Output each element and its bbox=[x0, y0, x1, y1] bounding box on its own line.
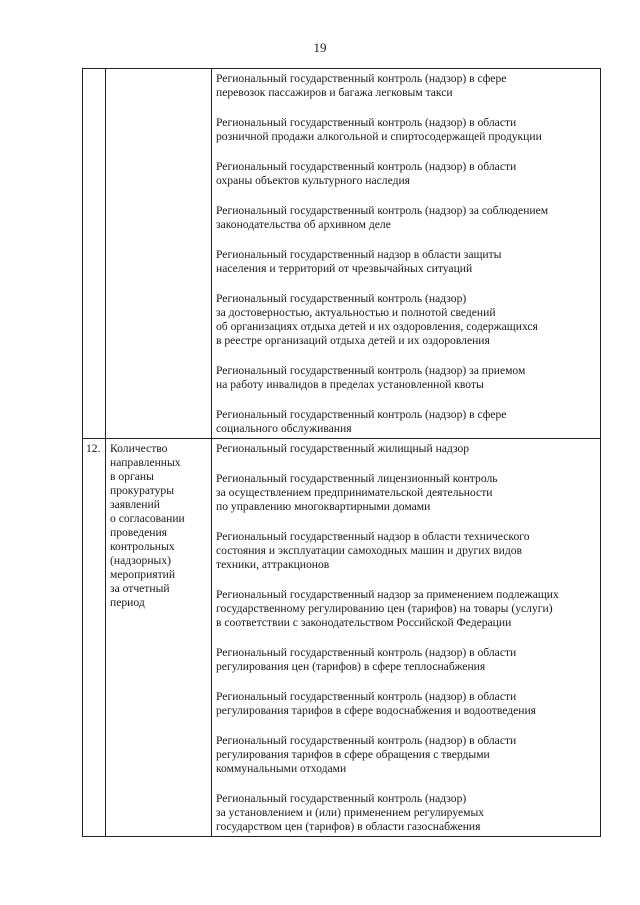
control-type-text-line: Региональный государственный контроль (надзор) bbox=[216, 792, 467, 805]
control-list-cell bbox=[212, 69, 601, 439]
table-row bbox=[83, 69, 601, 439]
control-type-text-line: Региональный государственный контроль (надзор) в области bbox=[216, 646, 517, 659]
control-list-cell bbox=[212, 439, 601, 837]
control-type-item bbox=[216, 248, 598, 276]
control-type-text-line: об организациях отдыха детей и их оздоровления, содержащихся bbox=[216, 320, 538, 333]
control-type-text-line: охраны объектов культурного наследия bbox=[216, 174, 411, 187]
control-type-text-line: в реестре организаций отдыха детей и их оздоровления bbox=[216, 334, 490, 347]
row-number-cell bbox=[83, 439, 106, 837]
control-type-item bbox=[216, 588, 598, 630]
control-type-text-line: техники, аттракционов bbox=[216, 558, 330, 571]
control-type-text-line: Региональный государственный контроль (надзор) в сфере bbox=[216, 408, 507, 421]
indicator-text-line: мероприятий bbox=[110, 568, 176, 581]
indicator-text-line: период bbox=[110, 596, 145, 609]
control-type-item bbox=[216, 472, 598, 514]
indicator-text-line: Количество bbox=[110, 442, 168, 455]
indicator-text-line: о согласовании bbox=[110, 512, 185, 525]
control-type-text-line: законодательства об архивном деле bbox=[216, 218, 391, 231]
table-body bbox=[83, 69, 601, 837]
control-type-item bbox=[216, 72, 598, 100]
indicator-cell bbox=[106, 439, 212, 837]
row-number: 12. bbox=[86, 442, 101, 455]
control-type-text-line: на работу инвалидов в пределах установленной квоты bbox=[216, 378, 484, 391]
control-type-text-line: Региональный государственный контроль (надзор) в области bbox=[216, 690, 517, 703]
control-type-text-line: государственному регулированию цен (тарифов) на товары (услуги) bbox=[216, 602, 553, 615]
control-type-text-line: государством цен (тарифов) в области газоснабжения bbox=[216, 820, 481, 833]
control-type-item bbox=[216, 646, 598, 674]
control-type-text-line: в соответствии с законодательством Российской Федерации bbox=[216, 616, 512, 629]
control-type-item bbox=[216, 160, 598, 188]
indicator-cell bbox=[106, 69, 212, 439]
control-type-text-line: регулирования тарифов в сфере водоснабжения и водоотведения bbox=[216, 704, 537, 717]
indicator-text-line: прокуратуры bbox=[110, 484, 175, 497]
control-type-item bbox=[216, 442, 598, 456]
control-type-text-line: регулирования тарифов в сфере обращения с твердыми bbox=[216, 748, 490, 761]
control-type-text-line: населения и территорий от чрезвычайных ситуаций bbox=[216, 262, 473, 275]
control-type-text-line: Региональный государственный контроль (надзор) за соблюдением bbox=[216, 204, 549, 217]
control-type-text-line: состояния и эксплуатации самоходных машин и других видов bbox=[216, 544, 523, 557]
control-type-text-line: Региональный государственный надзор за применением подлежащих bbox=[216, 588, 559, 601]
control-type-item bbox=[216, 204, 598, 232]
indicator-text-line: заявлений bbox=[110, 498, 160, 511]
row-number-cell bbox=[83, 69, 106, 439]
control-type-text-line: Региональный государственный контроль (надзор) в сфере bbox=[216, 72, 507, 85]
indicator-text-line: в органы bbox=[110, 470, 154, 483]
control-type-text-line: социального обслуживания bbox=[216, 422, 352, 435]
control-type-text-line: Региональный государственный лицензионный контроль bbox=[216, 472, 498, 485]
indicator-text-line: направленных bbox=[110, 456, 181, 469]
control-type-text-line: Региональный государственный контроль (надзор) bbox=[216, 292, 467, 305]
control-type-item bbox=[216, 292, 598, 348]
control-type-text-line: за установлением и (или) применением регулируемых bbox=[216, 806, 485, 819]
control-type-item bbox=[216, 116, 598, 144]
control-type-text-line: коммунальными отходами bbox=[216, 762, 347, 775]
indicator-text-line: (надзорных) bbox=[110, 554, 172, 567]
control-type-text-line: розничной продажи алкогольной и спиртосодержащей продукции bbox=[216, 130, 542, 143]
indicator-text-line: контрольных bbox=[110, 540, 175, 553]
control-type-text-line: по управлению многоквартирными домами bbox=[216, 500, 431, 513]
indicator-text-line: за отчетный bbox=[110, 582, 170, 595]
control-type-text-line: Региональный государственный жилищный надзор bbox=[216, 442, 470, 455]
control-type-item bbox=[216, 734, 598, 776]
control-type-text-line: Региональный государственный надзор в области защиты bbox=[216, 248, 502, 261]
page-number: 19 bbox=[313, 40, 327, 55]
control-type-text-line: за достоверностью, актуальностью и полнотой сведений bbox=[216, 306, 496, 319]
control-type-text-line: перевозок пассажиров и багажа легковым такси bbox=[216, 86, 453, 99]
table-row bbox=[83, 439, 601, 837]
control-type-text-line: Региональный государственный надзор в области технического bbox=[216, 530, 530, 543]
control-type-item bbox=[216, 364, 598, 392]
control-type-text-line: Региональный государственный контроль (надзор) в области bbox=[216, 160, 517, 173]
control-type-item bbox=[216, 792, 598, 834]
control-type-item bbox=[216, 530, 598, 572]
control-type-text-line: за осуществлением предпринимательской деятельности bbox=[216, 486, 493, 499]
control-types-table bbox=[82, 68, 601, 837]
control-type-item bbox=[216, 690, 598, 718]
indicator-text-line: проведения bbox=[110, 526, 167, 539]
control-type-text-line: Региональный государственный контроль (надзор) за приемом bbox=[216, 364, 526, 377]
control-type-text-line: Региональный государственный контроль (надзор) в области bbox=[216, 734, 517, 747]
control-type-text-line: Региональный государственный контроль (надзор) в области bbox=[216, 116, 517, 129]
control-type-text-line: регулирования цен (тарифов) в сфере теплоснабжения bbox=[216, 660, 486, 673]
control-type-item bbox=[216, 408, 598, 436]
